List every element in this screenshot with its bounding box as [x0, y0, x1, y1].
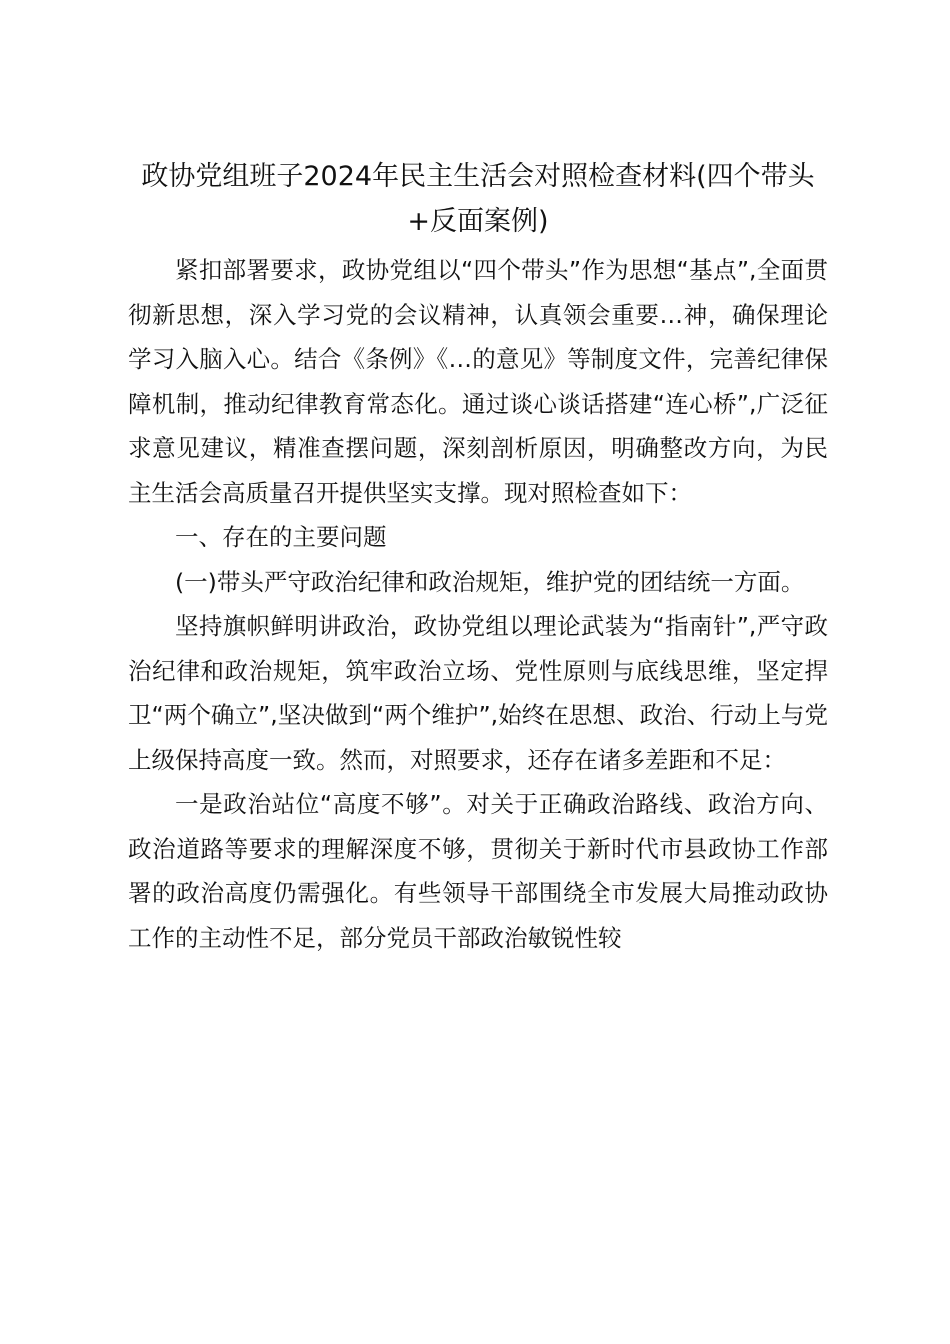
section-heading-problems: 一、存在的主要问题	[175, 523, 387, 551]
subsection-heading-1: (一)带头严守政治纪律和政治规矩，维护党的团结统一方面。	[175, 567, 805, 596]
intro-paragraph: 紧扣部署要求，政协党组以“四个带头”作为思想“基点”,全面贯彻新思想，深入学习党的会议精神，认真领会重要…神，确保理论学习入脑入心。结合《条例》《…的意见》等制度文件，完善纪律保障机制，推动纪律教育常态化。通过谈心谈话搭建“连心桥”,广泛征求意见建议，精准查摆问题，深刻剖析原因，明确整改方向，为民主生活会高质量召开提供坚实支撑。现对照检查如下：	[128, 256, 828, 507]
subsection-1-paragraph: 坚持旗帜鲜明讲政治，政协党组以理论武装为“指南针”,严守政治纪律和政治规矩，筑牢政治立场、党性原则与底线思维，坚定捍卫“两个确立”,坚决做到“两个维护”,始终在思想、政治、行动上与党上级保持高度一致。然而，对照要求，还存在诸多差距和不足：	[128, 612, 828, 774]
point-1-paragraph: 一是政治站位“高度不够”。对关于正确政治路线、政治方向、政治道路等要求的理解深度不够，贯彻关于新时代市县政协工作部署的政治高度仍需强化。有些领导干部围绕全市发展大局推动政协工作的主动性不足，部分党员干部政治敏锐性较	[128, 790, 828, 952]
document-page	[128, 154, 828, 960]
document-title: 政协党组班子2024年民主生活会对照检查材料(四个带头+反面案例)	[141, 161, 815, 237]
